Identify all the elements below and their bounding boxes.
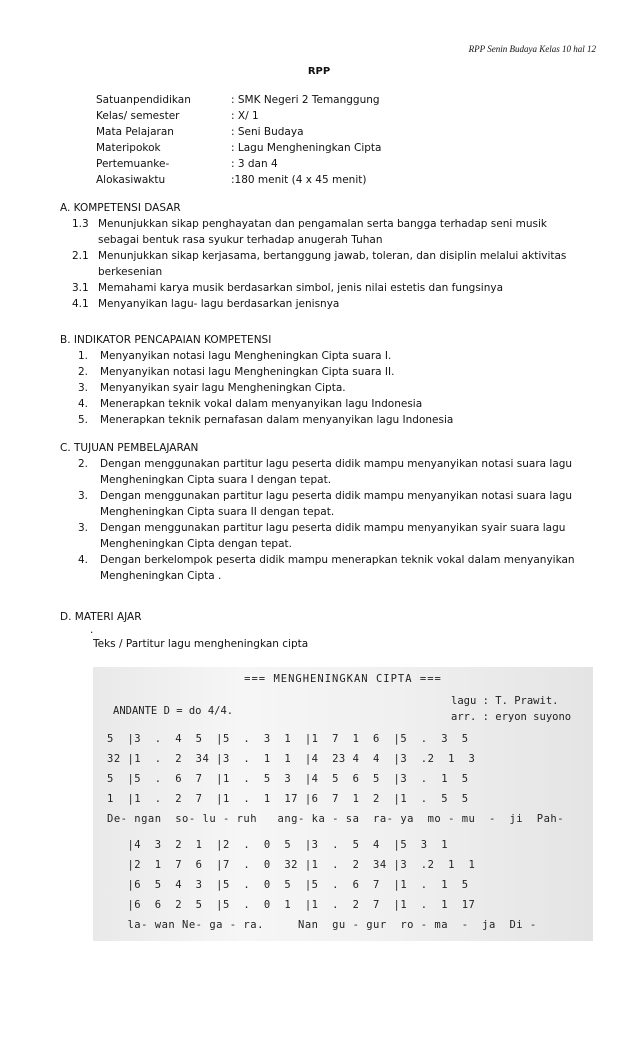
score-notation-line: 1 |1 . 2 7 |1 . 1 17 |6 7 1 2 |1 . 5 5 (107, 793, 469, 805)
identity-value: : SMK Negeri 2 Temanggung (231, 94, 380, 106)
list-item (78, 456, 588, 488)
list-item (72, 296, 588, 312)
materi-caption: Teks / Partitur lagu mengheningkan cipta (93, 638, 309, 650)
running-header: RPP Senin Budaya Kelas 10 hal 12 (468, 44, 596, 54)
item-text: Menerapkan teknik vokal dalam menyanyikan lagu Indonesia (100, 398, 423, 410)
section-heading: D. MATERI AJAR (60, 611, 142, 623)
identity-row (96, 108, 381, 124)
list-item (78, 396, 588, 412)
item-text: Dengan menggunakan partitur lagu peserta didik mampu menyanyikan notasi suara lagu Mengheningkan Cipta suara I dengan tepat. (100, 458, 573, 486)
document-title: RPP (307, 66, 331, 77)
item-number: 3. (78, 522, 89, 534)
item-text: Menunjukkan sikap kerjasama, bertanggung jawab, toleran, dan disiplin melalui aktivitas berkesenian (98, 250, 567, 278)
item-text: Menyanyikan lagu- lagu berdasarkan jenisnya (98, 298, 340, 310)
score-notation-line: 5 |5 . 6 7 |1 . 5 3 |4 5 6 5 |3 . 1 5 (107, 773, 469, 785)
item-number: 2. (78, 366, 89, 378)
item-number: 1. (78, 350, 89, 362)
item-text: Dengan berkelompok peserta didik mampu menerapkan teknik vokal dalam menyanyikan Mengheningkan Cipta . (100, 554, 575, 582)
item-number: 3. (78, 382, 89, 394)
identity-value: : Seni Budaya (231, 126, 304, 138)
identity-row (96, 172, 381, 188)
score-title: === MENGHENINGKAN CIPTA === (244, 673, 442, 685)
list-item (78, 364, 588, 380)
identity-row (96, 140, 381, 156)
item-number: 4.1 (72, 298, 89, 310)
score-notation-line: |4 3 2 1 |2 . 0 5 |3 . 5 4 |5 3 1 (107, 839, 449, 851)
bullet-dot: . (90, 624, 94, 636)
identity-value: : X/ 1 (231, 110, 259, 122)
item-text: Menerapkan teknik pernafasan dalam menyanyikan lagu Indonesia (100, 414, 454, 426)
section-kompetensi-dasar (60, 200, 588, 312)
identity-label: Satuanpendidikan (96, 94, 191, 106)
identity-value: : 3 dan 4 (231, 158, 278, 170)
score-tempo: ANDANTE D = do 4/4. (113, 705, 234, 717)
list-item (72, 248, 588, 280)
list-item (78, 488, 588, 520)
item-number: 3. (78, 490, 89, 502)
identity-row (96, 156, 381, 172)
identity-table (96, 92, 381, 188)
item-text: Menyanyikan notasi lagu Mengheningkan Cipta suara II. (100, 366, 395, 378)
identity-value: : Lagu Mengheningkan Cipta (231, 142, 382, 154)
section-materi-ajar (60, 609, 588, 652)
identity-label: Mata Pelajaran (96, 126, 174, 138)
list-item (78, 412, 588, 428)
list-item (78, 380, 588, 396)
identity-label: Pertemuanke- (96, 158, 170, 170)
list-item (78, 520, 588, 552)
list-item (72, 216, 588, 248)
list-item (78, 348, 588, 364)
score-composer: lagu : T. Prawit. (451, 695, 559, 707)
score-lyric-line: la- wan Ne- ga - ra. Nan gu - gur ro - ma - ja Di - (107, 919, 537, 931)
score-notation-line: |6 5 4 3 |5 . 0 5 |5 . 6 7 |1 . 1 5 (107, 879, 469, 891)
list-item (72, 280, 588, 296)
identity-label: Alokasiwaktu (96, 174, 166, 186)
score-arranger: arr. : eryon suyono (451, 711, 572, 723)
score-notation-line: |2 1 7 6 |7 . 0 32 |1 . 2 34 |3 .2 1 1 (107, 859, 476, 871)
score-notation-line: 5 |3 . 4 5 |5 . 3 1 |1 7 1 6 |5 . 3 5 (107, 733, 469, 745)
item-text: Dengan menggunakan partitur lagu peserta didik mampu menyanyikan syair suara lagu Mengheningkan Cipta dengan tepat. (100, 522, 566, 550)
list-item (78, 552, 588, 584)
item-text: Menyanyikan syair lagu Mengheningkan Cipta. (100, 382, 346, 394)
item-number: 2.1 (72, 250, 89, 262)
section-indikator (60, 332, 588, 428)
item-text: Menunjukkan sikap penghayatan dan pengamalan serta bangga terhadap seni musik sebagai bentuk rasa syukur terhadap anugerah Tuhan (98, 218, 547, 246)
identity-row (96, 124, 381, 140)
identity-row (96, 92, 381, 108)
song-score-image (93, 667, 593, 941)
item-number: 4. (78, 554, 89, 566)
section-heading: C. TUJUAN PEMBELAJARAN (60, 442, 199, 454)
score-notation-line: 32 |1 . 2 34 |3 . 1 1 |4 23 4 4 |3 .2 1 3 (107, 753, 476, 765)
item-text: Memahami karya musik berdasarkan simbol, jenis nilai estetis dan fungsinya (98, 282, 504, 294)
item-number: 2. (78, 458, 89, 470)
item-number: 3.1 (72, 282, 89, 294)
section-heading: A. KOMPETENSI DASAR (60, 202, 181, 214)
item-text: Menyanyikan notasi lagu Mengheningkan Cipta suara I. (100, 350, 392, 362)
identity-value: :180 menit (4 x 45 menit) (231, 174, 367, 186)
item-number: 1.3 (72, 218, 89, 230)
score-lyric-line: De- ngan so- lu - ruh ang- ka - sa ra- ya mo - mu - ji Pah- (107, 813, 565, 825)
item-number: 5. (78, 414, 89, 426)
identity-label: Kelas/ semester (96, 110, 180, 122)
identity-label: Materipokok (96, 142, 161, 154)
item-number: 4. (78, 398, 89, 410)
score-notation-line: |6 6 2 5 |5 . 0 1 |1 . 2 7 |1 . 1 17 (107, 899, 476, 911)
section-heading: B. INDIKATOR PENCAPAIAN KOMPETENSI (60, 334, 272, 346)
item-text: Dengan menggunakan partitur lagu peserta didik mampu menyanyikan notasi suara lagu Mengheningkan Cipta suara II dengan tepat. (100, 490, 573, 518)
section-tujuan (60, 440, 588, 584)
